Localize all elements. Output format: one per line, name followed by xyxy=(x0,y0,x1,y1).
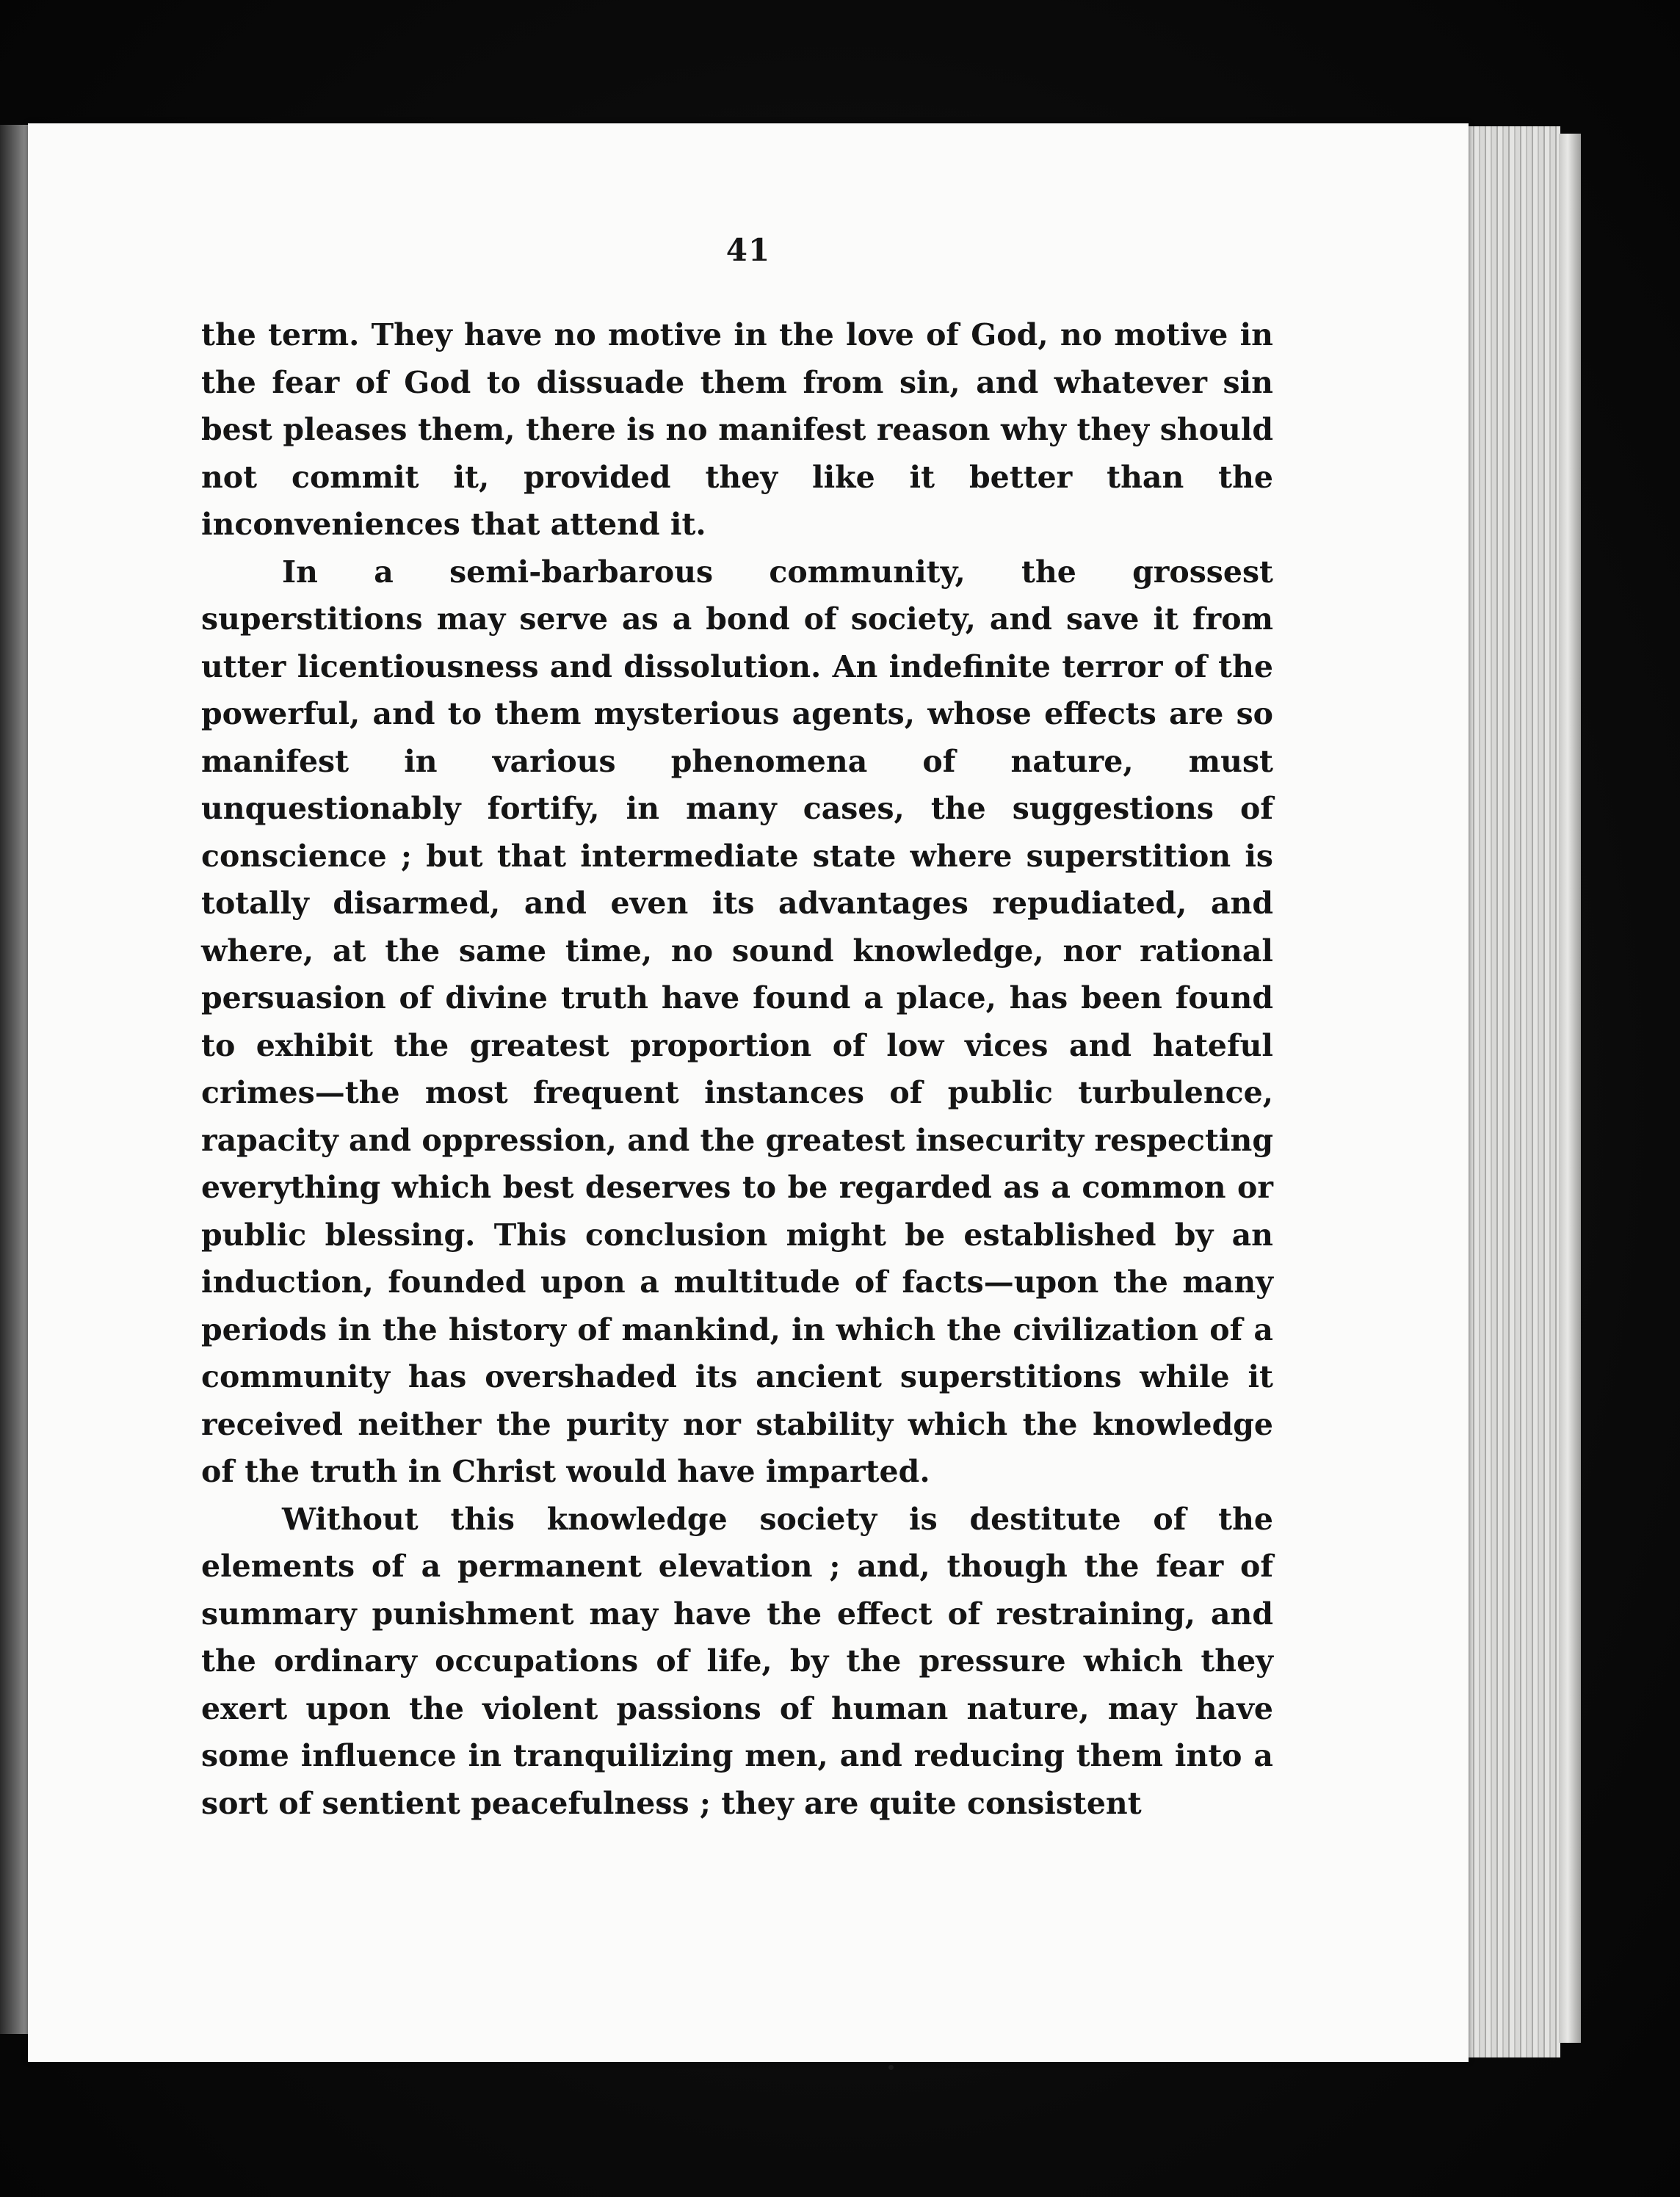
ink-speck xyxy=(888,2065,894,2070)
paragraph-3: Without this knowledge society is destitute of the elements of a permanent elevation ; and, though the fear of summary punishment may have the effect of restraining, and the ordinary occupations of life, by the pressure which they exert upon the violent passions of human nature, may have some influence in tranquilizing men, and reducing them into a sort of sentient peacefulness ; they are quite consistent xyxy=(201,1501,1273,1821)
body-text xyxy=(201,311,1273,1827)
previous-page-edge xyxy=(0,125,29,2034)
book-page xyxy=(28,123,1469,2062)
page-number: 41 xyxy=(725,232,771,268)
paragraph-2: In a semi-barbarous community, the grossest superstitions may serve as a bond of society, and save it from utter licentiousness and dissolution. An indefinite terror of the powerful, and to them mysterious agents, whose effects are so manifest in various phenomena of nature, must unquestionably fortify, in many cases, the suggestions of conscience ; but that intermediate state where superstition is totally disarmed, and even its advantages repudiated, and where, at the same time, no sound knowledge, nor rational persuasion of divine truth have found a place, has been found to exhibit the greatest proportion of low vices and hateful crimes—the most frequent instances of public turbulence, rapacity and oppression, and the greatest insecurity respecting everything which best deserves to be regarded as a common or public blessing. This conclusion might be established by an induction, founded upon a multitude of facts—upon the many periods in the history of mankind, in which the civilization of a community has overshaded its ancient superstitions while it received neither the purity nor stability which the knowledge of the truth in Christ would have imparted. xyxy=(201,554,1273,1489)
paragraph-1: the term. They have no motive in the love of God, no motive in the fear of God to dissuade them from sin, and whatever sin best pleases them, there is no manifest reason why they should not commit it, provided they like it better than the inconveniences that attend it. xyxy=(201,317,1273,542)
